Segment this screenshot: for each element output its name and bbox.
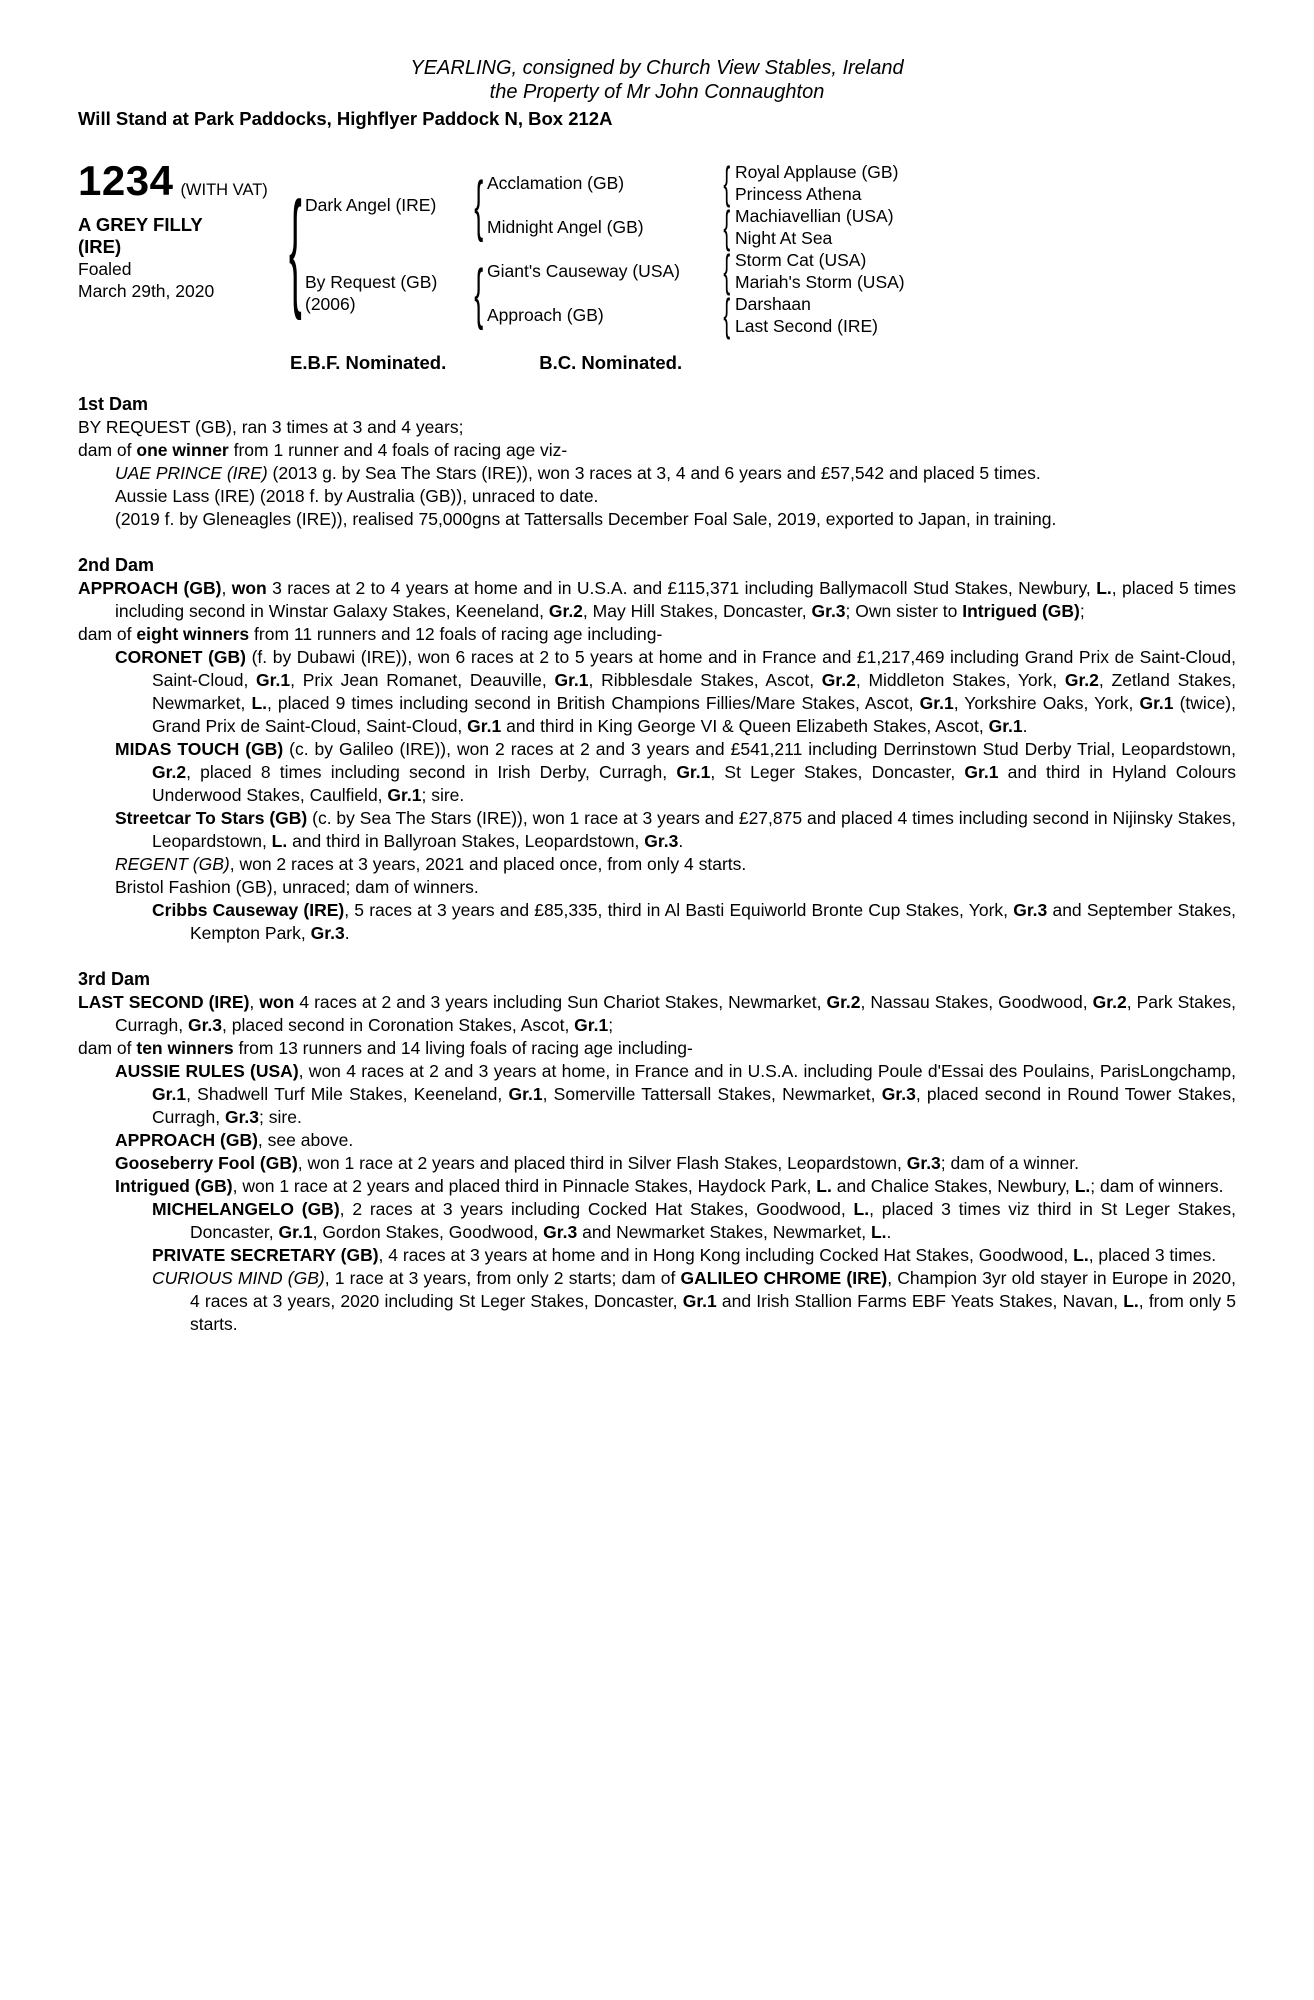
- text-run: , May Hill Stakes, Doncaster,: [582, 601, 812, 621]
- dam-section: [78, 554, 1236, 945]
- text-run: Streetcar To Stars (GB): [115, 808, 308, 828]
- pedigree-paragraph: [78, 577, 1236, 623]
- text-run: , Middleton Stakes, York,: [855, 670, 1065, 690]
- text-run: , placed second in Coronation Stakes, Ascot,: [222, 1015, 575, 1035]
- text-run: , Ribblesdale Stakes, Ascot,: [588, 670, 822, 690]
- great-grandparent-name: Last Second (IRE): [735, 315, 878, 336]
- text-run: Gr.2: [826, 992, 861, 1012]
- text-run: MICHELANGELO (GB): [152, 1199, 340, 1219]
- text-run: L.: [870, 1222, 887, 1242]
- text-run: L.: [1073, 1245, 1089, 1265]
- text-run: (2013 g. by Sea The Stars (IRE)), won 3 races at 3, 4 and 6 years and £57,542 and placed 5 times.: [267, 463, 1041, 483]
- text-run: , Somerville Tattersall Stakes, Newmarket,: [542, 1084, 882, 1104]
- pedigree-paragraph: [78, 462, 1236, 485]
- text-run: L.: [1074, 1176, 1091, 1196]
- text-run: L.: [816, 1176, 832, 1196]
- text-run: Gr.1: [387, 785, 422, 805]
- brace-glyph: {: [474, 255, 484, 331]
- section-heading: 1st Dam: [78, 394, 149, 414]
- text-run: , from only 5 starts.: [190, 1291, 1236, 1334]
- text-run: ;: [608, 1015, 614, 1035]
- pedigree-paragraph: [78, 508, 1236, 531]
- text-run: Gr.1: [256, 670, 291, 690]
- text-run: , Park Stakes, Curragh,: [115, 992, 1236, 1035]
- lot-description-suffix: (IRE): [78, 236, 122, 257]
- text-run: Gr.2: [548, 601, 583, 621]
- text-run: , see above.: [257, 1130, 354, 1150]
- pedigree-paragraph: [78, 439, 1236, 462]
- text-run: ; dam of a winner.: [940, 1153, 1079, 1173]
- text-run: L.: [853, 1199, 870, 1219]
- pedigree-paragraph: [78, 1152, 1236, 1175]
- text-run: won: [259, 992, 295, 1012]
- text-run: Gr.1: [554, 670, 589, 690]
- text-run: ,: [249, 992, 260, 1012]
- text-run: GALILEO CHROME (IRE): [680, 1268, 888, 1288]
- text-run: , 4 races at 3 years at home and in Hong Kong including Cocked Hat Stakes, Goodwood,: [378, 1245, 1074, 1265]
- text-run: UAE PRINCE (IRE): [115, 463, 268, 483]
- text-run: .: [678, 831, 684, 851]
- bc-nominated-label: B.C. Nominated.: [539, 352, 683, 373]
- text-run: Gr.1: [278, 1222, 313, 1242]
- lot-number: 1234: [78, 157, 174, 204]
- text-run: and third in King George VI & Queen Elizabeth Stakes, Ascot,: [501, 716, 989, 736]
- pedigree-paragraph: [78, 853, 1236, 876]
- text-run: ;: [1079, 601, 1085, 621]
- text-run: Gr.1: [919, 693, 954, 713]
- lot-info-block: [78, 157, 285, 337]
- great-grandparent-name: Mariah's Storm (USA): [735, 271, 905, 292]
- text-run: , won 2 races at 3 years, 2021 and placed once, from only 4 starts.: [229, 854, 747, 874]
- text-run: .: [1022, 716, 1028, 736]
- great-grandparent-name: Storm Cat (USA): [735, 249, 867, 270]
- great-grandparent-name: Princess Athena: [735, 183, 862, 204]
- text-run: one winner: [136, 440, 229, 460]
- grandsire-name: Acclamation (GB): [487, 172, 625, 193]
- text-run: Gr.1: [964, 762, 999, 782]
- text-run: Intrigued (GB): [115, 1176, 233, 1196]
- text-run: , 2 races at 3 years including Cocked Hat Stakes, Goodwood,: [339, 1199, 854, 1219]
- pedigree-paragraph: [78, 899, 1236, 945]
- text-run: MIDAS TOUCH (GB): [115, 739, 284, 759]
- pedigree-paragraph: [78, 623, 1236, 646]
- text-run: and Chalice Stakes, Newbury,: [831, 1176, 1075, 1196]
- text-run: Gr.1: [988, 716, 1023, 736]
- text-run: ; Own sister to: [845, 601, 963, 621]
- pedigree-paragraph: [78, 1198, 1236, 1244]
- text-run: Gr.1: [508, 1084, 543, 1104]
- text-run: and third in Ballyroan Stakes, Leopardstown,: [287, 831, 645, 851]
- brace-glyph: {: [723, 245, 731, 296]
- text-run: , Shadwell Turf Mile Stakes, Keeneland,: [186, 1084, 509, 1104]
- stand-location-line: Will Stand at Park Paddocks, Highflyer Paddock N, Box 212A: [78, 108, 613, 129]
- text-run: , Zetland Stakes, Newmarket,: [152, 670, 1236, 713]
- text-run: PRIVATE SECRETARY (GB): [152, 1245, 379, 1265]
- text-run: Gr.3: [224, 1107, 260, 1127]
- text-run: ,: [221, 578, 232, 598]
- text-run: Intrigued (GB): [962, 601, 1080, 621]
- text-run: Gr.2: [1092, 992, 1127, 1012]
- pedigree-brace-icon: [719, 245, 735, 296]
- text-run: Gr.3: [1013, 900, 1048, 920]
- pedigree-paragraph: [78, 485, 1236, 508]
- text-run: Gr.1: [467, 716, 502, 736]
- text-run: dam of: [78, 1038, 137, 1058]
- text-run: (c. by Galileo (IRE)), won 2 races at 2 and 3 years and £541,211 including Derrinstown Stud Derby Trial, Leopardstown,: [283, 739, 1236, 759]
- text-run: 3 races at 2 to 4 years at home and in U.S.A. and £115,371 including Ballymacoll Stud Stakes, Newbury,: [266, 578, 1097, 598]
- text-run: APPROACH (GB): [115, 1130, 258, 1150]
- grandsire-name: Giant's Causeway (USA): [487, 260, 680, 281]
- brace-glyph: {: [723, 289, 731, 340]
- text-run: , 5 races at 3 years and £85,335, third in Al Basti Equiworld Bronte Cup Stakes, York,: [344, 900, 1014, 920]
- text-run: , placed 3 times viz third in St Leger Stakes, Doncaster,: [190, 1199, 1236, 1242]
- dam-section: [78, 968, 1236, 1336]
- text-run: (2019 f. by Gleneagles (IRE)), realised 75,000gns at Tattersalls December Foal Sale, 2019, exported to Japan, in training.: [115, 509, 1057, 529]
- text-run: L.: [251, 693, 267, 713]
- pedigree-paragraph: [78, 876, 1236, 899]
- text-run: , Prix Jean Romanet, Deauville,: [290, 670, 555, 690]
- foaled-label: Foaled: [78, 259, 132, 279]
- great-grandparent-name: Royal Applause (GB): [735, 161, 899, 182]
- text-run: (c. by Sea The Stars (IRE)), won 1 race at 3 years and £27,875 and placed 4 times including second in Nijinsky Stakes, Leopardstown,: [152, 808, 1236, 851]
- text-run: Gr.2: [152, 762, 187, 782]
- text-run: APPROACH (GB): [78, 578, 222, 598]
- section-heading: 2nd Dam: [78, 555, 155, 575]
- text-run: Gr.3: [543, 1222, 578, 1242]
- foaled-date: March 29th, 2020: [78, 281, 215, 301]
- text-run: from 13 runners and 14 living foals of racing age including-: [233, 1038, 693, 1058]
- great-grandparent-name: Darshaan: [735, 293, 811, 314]
- text-run: L.: [271, 831, 288, 851]
- text-run: , St Leger Stakes, Doncaster,: [710, 762, 965, 782]
- dam-name: By Request (GB): [305, 272, 438, 292]
- text-run: .: [344, 923, 350, 943]
- granddam-name: Approach (GB): [487, 304, 604, 325]
- text-run: Gr.1: [1139, 693, 1174, 713]
- text-run: (f. by Dubawi (IRE)), won 6 races at 2 to 5 years at home and in France and £1,217,469 including Grand Prix de Saint-Cloud, Saint-Cloud,: [152, 647, 1236, 690]
- pedigree-brace-icon: [719, 157, 735, 208]
- pedigree-paragraph: [78, 1037, 1236, 1060]
- granddam-name: Midnight Angel (GB): [487, 216, 644, 237]
- text-run: ten winners: [136, 1038, 234, 1058]
- text-run: , Champion 3yr old stayer in Europe in 2020, 4 races at 3 years, 2020 including St Leger Stakes, Doncaster,: [190, 1268, 1237, 1311]
- text-run: Gr.1: [682, 1291, 717, 1311]
- text-run: , placed second in Round Tower Stakes, Curragh,: [152, 1084, 1237, 1127]
- text-run: dam of: [78, 624, 137, 644]
- text-run: , placed 8 times including second in Irish Derby, Curragh,: [186, 762, 677, 782]
- text-run: 4 races at 2 and 3 years including Sun Chariot Stakes, Newmarket,: [294, 992, 827, 1012]
- pedigree-paragraph: [78, 1175, 1236, 1198]
- text-run: Gr.3: [906, 1153, 941, 1173]
- pedigree-paragraph: [78, 646, 1236, 738]
- text-run: Gr.1: [152, 1084, 187, 1104]
- text-run: Gooseberry Fool (GB): [115, 1153, 298, 1173]
- text-run: ; sire.: [259, 1107, 302, 1127]
- text-run: Gr.3: [644, 831, 679, 851]
- pedigree-paragraph: [78, 738, 1236, 807]
- text-run: , Nassau Stakes, Goodwood,: [860, 992, 1093, 1012]
- brace-glyph: {: [288, 175, 302, 322]
- text-run: ; sire.: [421, 785, 465, 805]
- pedigree-paragraph: [78, 807, 1236, 853]
- pedigree-table: [78, 157, 1236, 340]
- text-run: (twice), Grand Prix de Saint-Cloud, Saint-Cloud,: [152, 693, 1236, 736]
- text-run: and Irish Stallion Farms EBF Yeats Stakes, Navan,: [716, 1291, 1124, 1311]
- great-grandparent-name: Machiavellian (USA): [735, 205, 894, 226]
- brace-glyph: {: [723, 201, 731, 252]
- great-grandparent-name: Night At Sea: [735, 227, 833, 248]
- text-run: Bristol Fashion (GB), unraced; dam of winners.: [115, 877, 479, 897]
- text-run: , placed 9 times including second in British Champions Fillies/Mare Stakes, Ascot,: [267, 693, 920, 713]
- lot-number-line: [78, 157, 285, 204]
- pedigree-paragraph: [78, 1267, 1236, 1336]
- text-run: BY REQUEST (GB), ran 3 times at 3 and 4 years;: [78, 417, 464, 437]
- sire-name: Dark Angel (IRE): [305, 194, 437, 215]
- pedigree-brace-icon: [719, 201, 735, 252]
- text-run: Gr.2: [1064, 670, 1099, 690]
- text-run: from 1 runner and 4 foals of racing age viz-: [228, 440, 568, 460]
- vat-note: (WITH VAT): [180, 181, 268, 199]
- dam-block: [305, 249, 471, 337]
- sire-brace-icon: [471, 161, 487, 249]
- text-run: AUSSIE RULES (USA): [115, 1061, 299, 1081]
- text-run: Aussie Lass (IRE) (2018 f. by Australia (GB)), unraced to date.: [115, 486, 599, 506]
- ebf-nominated-label: E.B.F. Nominated.: [290, 352, 447, 373]
- lot-description: A GREY FILLY: [78, 214, 203, 235]
- pedigree-paragraph: [78, 991, 1236, 1037]
- pedigree-paragraph: [78, 1060, 1236, 1129]
- text-run: from 11 runners and 12 foals of racing age including-: [249, 624, 663, 644]
- text-run: Cribbs Causeway (IRE): [152, 900, 345, 920]
- dam-section: [78, 393, 1236, 531]
- text-run: .: [886, 1222, 892, 1242]
- text-run: REGENT (GB): [115, 854, 230, 874]
- text-run: Gr.2: [821, 670, 856, 690]
- text-run: Gr.1: [676, 762, 711, 782]
- text-run: , placed 3 times.: [1088, 1245, 1217, 1265]
- dam-brace-icon: [471, 249, 487, 337]
- text-run: , placed 5 times including second in Winstar Galaxy Stakes, Keeneland,: [115, 578, 1236, 621]
- text-run: Gr.3: [811, 601, 846, 621]
- text-run: LAST SECOND (IRE): [78, 992, 250, 1012]
- text-run: and third in Hyland Colours Underwood Stakes, Caulfield,: [152, 762, 1236, 805]
- text-run: L.: [1096, 578, 1112, 598]
- property-line: the Property of Mr John Connaughton: [489, 81, 825, 103]
- text-run: CURIOUS MIND (GB): [152, 1268, 325, 1288]
- text-run: , won 1 race at 2 years and placed third in Silver Flash Stakes, Leopardstown,: [297, 1153, 907, 1173]
- text-run: and September Stakes, Kempton Park,: [190, 900, 1237, 943]
- text-run: won: [231, 578, 267, 598]
- dam-year: (2006): [305, 294, 356, 314]
- brace-glyph: {: [474, 167, 484, 243]
- consignor-line: YEARLING, consigned by Church View Stables, Ireland: [410, 57, 904, 79]
- text-run: eight winners: [136, 624, 250, 644]
- text-run: and Newmarket Stakes, Newmarket,: [577, 1222, 871, 1242]
- text-run: Gr.3: [310, 923, 345, 943]
- text-run: , 1 race at 3 years, from only 2 starts; dam of: [324, 1268, 681, 1288]
- text-run: , won 4 races at 2 and 3 years at home, in France and in U.S.A. including Poule d'Essai des Poulains, ParisLongchamp,: [298, 1061, 1237, 1081]
- text-run: Gr.1: [574, 1015, 609, 1035]
- text-run: CORONET (GB): [115, 647, 246, 667]
- text-run: Gr.3: [187, 1015, 223, 1035]
- root-brace-icon: [285, 161, 305, 337]
- text-run: Gr.3: [881, 1084, 916, 1104]
- pedigree-brace-icon: [719, 289, 735, 340]
- brace-glyph: {: [723, 157, 731, 208]
- section-heading: 3rd Dam: [78, 969, 151, 989]
- text-run: dam of: [78, 440, 137, 460]
- pedigree-paragraph: [78, 1129, 1236, 1152]
- pedigree-paragraph: [78, 416, 1236, 439]
- text-run: , Gordon Stakes, Goodwood,: [312, 1222, 544, 1242]
- pedigree-sections: [78, 393, 1236, 1336]
- pedigree-paragraph: [78, 1244, 1236, 1267]
- nominations-line: [78, 351, 1236, 374]
- text-run: L.: [1123, 1291, 1139, 1311]
- text-run: , won 1 race at 2 years and placed third in Pinnacle Stakes, Haydock Park,: [232, 1176, 817, 1196]
- text-run: , Yorkshire Oaks, York,: [953, 693, 1140, 713]
- text-run: ; dam of winners.: [1090, 1176, 1224, 1196]
